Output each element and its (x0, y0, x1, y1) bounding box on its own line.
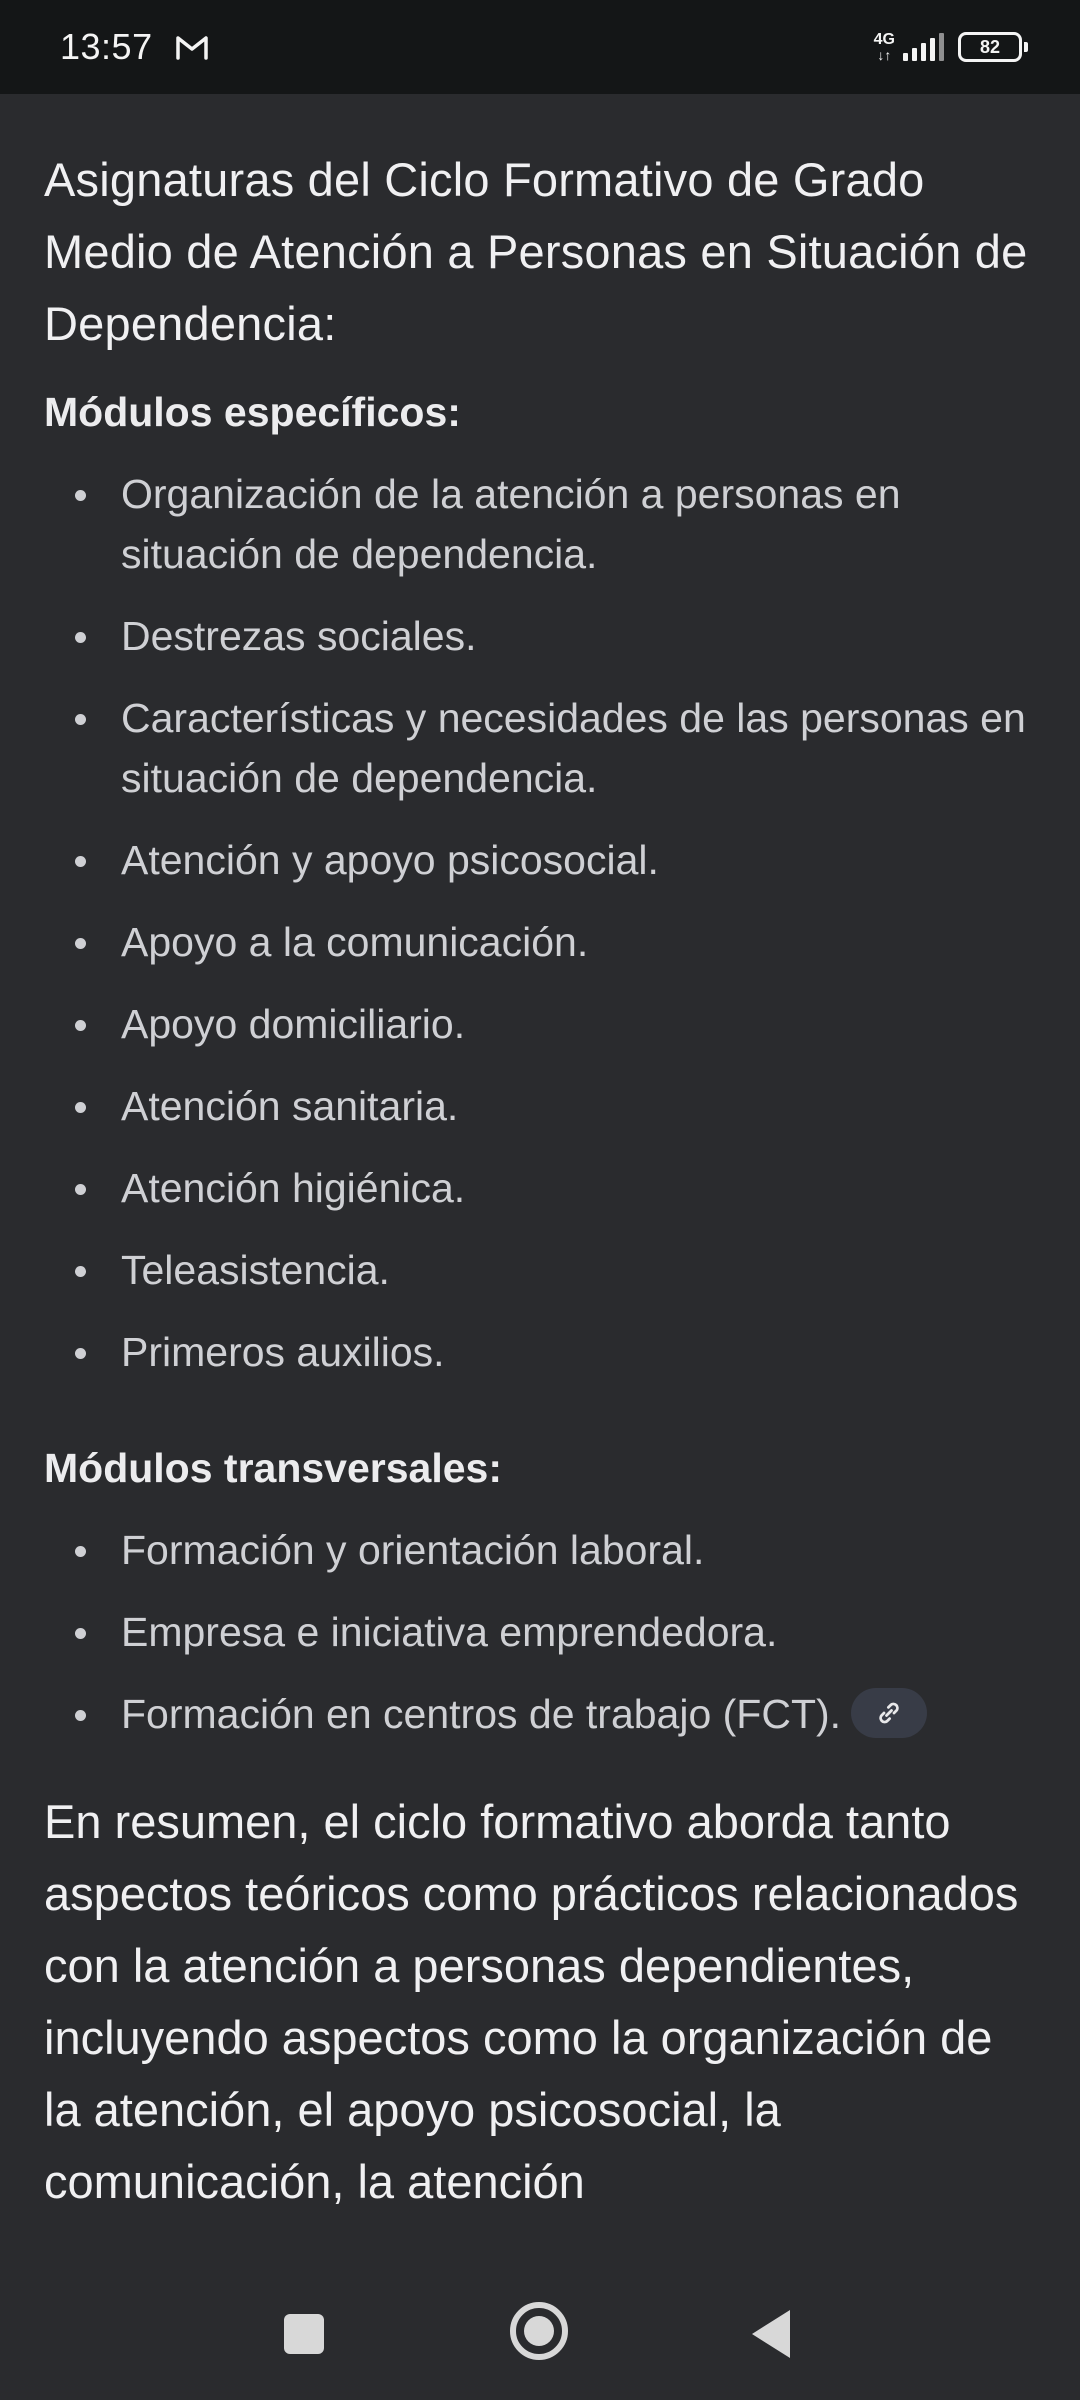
battery-icon (958, 32, 1022, 62)
list-item: Empresa e iniciativa emprendedora. (44, 1602, 1036, 1662)
list-item: Primeros auxilios. (44, 1322, 1036, 1382)
list-item: Teleasistencia. (44, 1240, 1036, 1300)
chat-response[interactable] (0, 94, 1080, 2274)
list-item (44, 1684, 1036, 1744)
recents-button[interactable] (284, 2314, 324, 2354)
list-item: Atención sanitaria. (44, 1076, 1036, 1136)
list-item: Organización de la atención a personas en situación de dependencia. (44, 464, 1036, 584)
gmail-icon (175, 33, 209, 61)
navigation-bar (0, 2274, 1080, 2400)
list-item: Apoyo a la comunicación. (44, 912, 1036, 972)
list-item: Atención higiénica. (44, 1158, 1036, 1218)
response-heading: Asignaturas del Ciclo Formativo de Grado Medio de Atención a Personas en Situación de Dependencia: (44, 153, 1028, 350)
data-arrows-icon: ↓↑ (877, 47, 892, 63)
home-button[interactable] (510, 2302, 568, 2360)
status-right (874, 32, 1022, 62)
transversal-modules-list (44, 1520, 1036, 1744)
source-link-chip[interactable] (851, 1688, 927, 1738)
battery-level: 82 (979, 36, 1001, 57)
specific-modules-label: Módulos específicos: (44, 389, 461, 435)
status-left (60, 26, 209, 68)
network-indicator (874, 32, 895, 62)
network-type: 4G (873, 31, 895, 48)
back-button[interactable] (752, 2310, 790, 2358)
list-item: Apoyo domiciliario. (44, 994, 1036, 1054)
list-item: Destrezas sociales. (44, 606, 1036, 666)
signal-strength-icon (903, 33, 944, 61)
transversal-modules-label: Módulos transversales: (44, 1445, 502, 1491)
status-bar (0, 0, 1080, 94)
list-item-text: Formación en centros de trabajo (FCT). (121, 1691, 842, 1737)
list-item: Características y necesidades de las personas en situación de dependencia. (44, 688, 1036, 808)
link-icon (874, 1698, 904, 1728)
list-item: Formación y orientación laboral. (44, 1520, 1036, 1580)
list-item: Atención y apoyo psicosocial. (44, 830, 1036, 890)
summary-paragraph: En resumen, el ciclo formativo aborda tanto aspectos teóricos como prácticos relacionados con la atención a personas dependientes, incluyendo aspectos como la organización de la atención, el apoyo psicosocial, la comunicación, la atención (44, 1795, 1019, 2208)
specific-modules-list (44, 464, 1036, 1382)
status-time: 13:57 (60, 26, 153, 67)
